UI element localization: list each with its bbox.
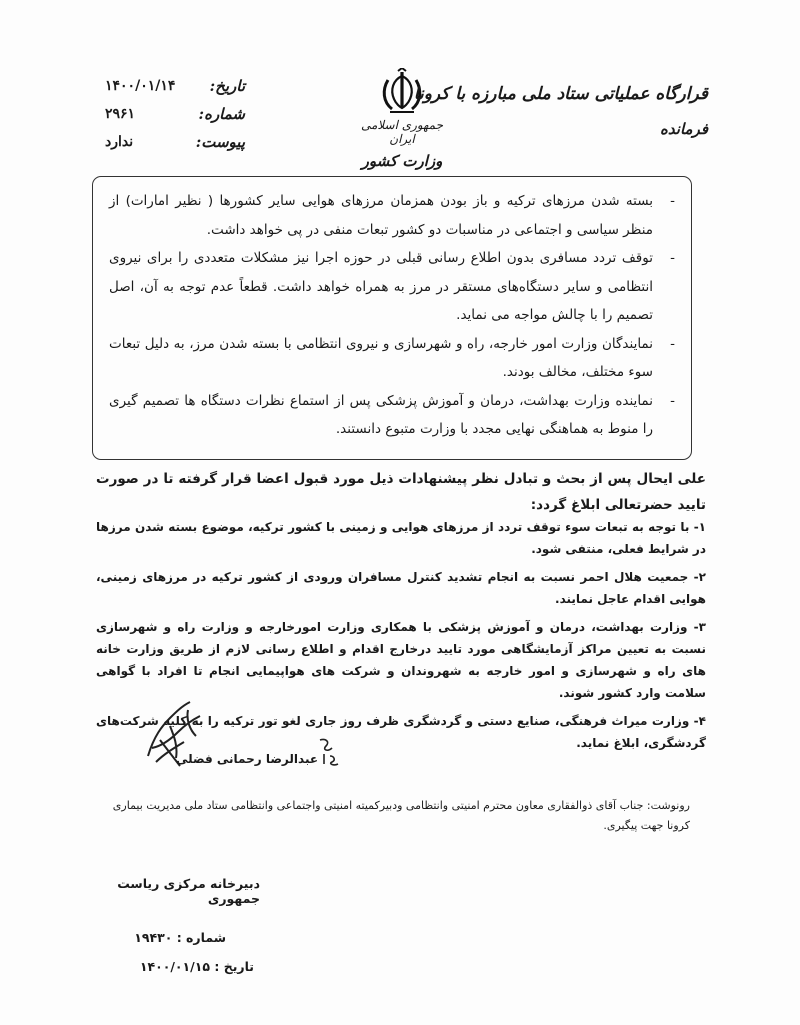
country-name: جمهوری اسلامی ایران xyxy=(360,118,444,146)
proposal-item: ۴- وزارت میراث فرهنگی، صنایع دستی و گردشگری ظرف روز جاری لغو تور ترکیه را به کلیه شرکت‌های گردشگری، ابلاغ نماید. xyxy=(96,714,706,750)
considerations-list xyxy=(109,187,675,444)
consideration-text: نماینده وزارت بهداشت، درمان و آموزش پزشکی پس از استماع نظرات دستگاه ها تصمیم گیری را منوط به هماهنگی نهایی مجدد با وزارت متبوع دانستند. xyxy=(109,392,653,437)
headquarters-block xyxy=(414,84,708,138)
ministry-name: وزارت کشور xyxy=(361,152,443,170)
stamp-date: تاریخ : ۱۴۰۰/۰۱/۱۵ xyxy=(139,959,254,974)
considerations-box xyxy=(92,176,692,460)
date-row xyxy=(105,72,245,100)
commander-title: فرمانده xyxy=(660,120,708,138)
registry-stamp xyxy=(100,876,260,974)
consideration-item: - توقف تردد مسافری بدون اطلاع رسانی قبلی در حوزه اجرا نیز مشکلات متعددی را برای نیروی انتظامی و سایر دستگاه‌های مستقر در مرز به همراه خواهد داشت. قطعاً عدم توجه به آن، اصل تصمیم را با چالش مواجه می نماید. xyxy=(109,250,675,323)
signatory-name: عبدالرضا رحمانی فضلی xyxy=(176,752,319,766)
number-row xyxy=(105,100,245,128)
consideration-text: توقف تردد مسافری بدون اطلاع رسانی قبلی در حوزه اجرا نیز مشکلات متعددی را برای نیروی انتظامی و سایر دستگاه‌های مستقر در مرز به همراه خواهد داشت. قطعاً عدم توجه به آن، اصل تصمیم را با چالش مواجه می نماید. xyxy=(109,250,653,323)
date-value: ۱۴۰۰/۰۱/۱۴ xyxy=(105,78,176,94)
handwritten-initial xyxy=(314,734,344,768)
number-value: ۲۹۶۱ xyxy=(105,106,136,122)
stamp-number: شماره : ۱۹۴۳۰ xyxy=(134,930,226,945)
stamp-title: دبیرخانه مرکزی ریاست جمهوری xyxy=(117,876,260,906)
consideration-item: - نماینده وزارت بهداشت، درمان و آموزش پزشکی پس از استماع نظرات دستگاه ها تصمیم گیری را منوط به هماهنگی نهایی مجدد با وزارت متبوع دانستند. xyxy=(109,392,675,437)
consideration-text: بسته شدن مرزهای ترکیه و باز بودن همزمان مرزهای هوایی سایر کشورها ( نظیر امارات) از منظر سیاسی و اجتماعی در مناسبات دو کشور تبعات منفی در پی خواهد داشت. xyxy=(109,193,653,238)
proposal-item: ۱- با توجه به تبعات سوء توقف تردد از مرزهای هوایی و زمینی با کشور ترکیه، موضوع بسته شدن مرزها در شرایط فعلی، منتفی شود. xyxy=(96,520,706,556)
letter-metadata xyxy=(105,72,245,156)
date-label: تاریخ: xyxy=(209,77,245,95)
proposal-item: ۳- وزارت بهداشت، درمان و آموزش پزشکی با همکاری وزارت امورخارجه و وزارت راه و شهرسازی نسبت به تعیین مراکز آزمایشگاهی مورد تایید درخارج اقدام و اطلاع رسانی لازم از طریق وزارت خانه های راه و شهرسازی و امور خارجه به شهروندان و شرکت های هواپیمایی انجام تا افراد با گواهی سلامت وارد کشور شوند. xyxy=(96,620,706,700)
intro-paragraph: علی ایحال پس از بحث و تبادل نظر پیشنهادات ذیل مورد قبول اعضا قرار گرفته تا در صورت تایید حضرتعالی ابلاغ گردد: xyxy=(96,471,706,513)
attachment-label: پیوست: xyxy=(195,133,245,151)
consideration-item: - نمایندگان وزارت امور خارجه، راه و شهرسازی و نیروی انتظامی با بسته شدن مرز، به دلیل تبعات سوء مختلف، مخالف بودند. xyxy=(109,335,675,380)
consideration-item: - بسته شدن مرزهای ترکیه و باز بودن همزمان مرزهای هوایی سایر کشورها ( نظیر امارات) از منظر سیاسی و اجتماعی در مناسبات دو کشور تبعات منفی در پی خواهد داشت. xyxy=(109,193,675,238)
headquarters-name: قرارگاه عملیاتی ستاد ملی مبارزه با کرونا xyxy=(413,84,708,104)
attachment-row xyxy=(105,128,245,156)
proposal-item: ۲- جمعیت هلال احمر نسبت به انجام تشدید کنترل مسافران ورودی از کشور ترکیه در مرزهای زمینی، هوایی اقدام عاجل نمایند. xyxy=(96,570,706,606)
attachment-value: ندارد xyxy=(105,134,134,150)
consideration-text: نمایندگان وزارت امور خارجه، راه و شهرسازی و نیروی انتظامی با بسته شدن مرز، به دلیل تبعات سوء مختلف، مخالف بودند. xyxy=(109,335,653,380)
carbon-copy: رونوشت: جناب آقای ذوالفقاری معاون محترم امنیتی وانتظامی ودبیرکمیته امنیتی واجتماعی وانتظامی ستاد ملی مدیریت بیماری کرونا جهت پیگیری. xyxy=(112,799,690,832)
number-label: شماره: xyxy=(198,105,245,123)
